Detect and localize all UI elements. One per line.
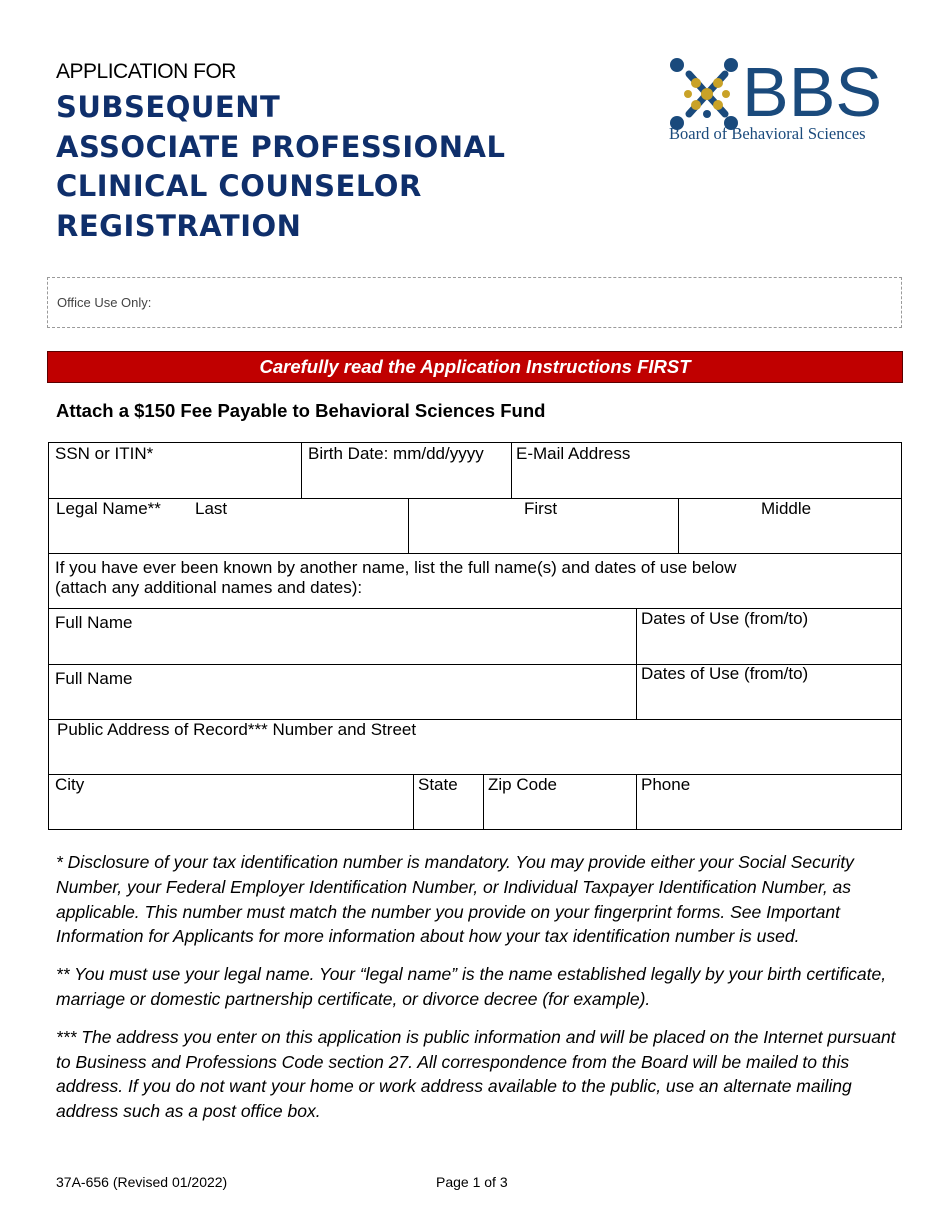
instructions-banner: Carefully read the Application Instructions FIRST [47, 351, 903, 383]
molecule-icon [670, 58, 738, 130]
title-line-2: ASSOCIATE PROFESSIONAL [56, 129, 506, 164]
footnote-legal-name: ** You must use your legal name. Your “legal name” is the name established legally by your birth certificate, marriage or domestic partnership certificate, or divorce decree (for example). [56, 964, 887, 1009]
form-title [56, 88, 505, 246]
office-use-label: Office Use Only: [57, 295, 152, 310]
last-name-field[interactable]: Last [195, 499, 228, 518]
title-line-1: SUBSEQUENT [56, 90, 281, 124]
office-use-box [47, 277, 902, 328]
page-number: Page 1 of 3 [436, 1174, 508, 1190]
ssn-field[interactable]: SSN or ITIN* [55, 444, 154, 463]
other-names-instruction [55, 558, 736, 598]
fee-instruction: Attach a $150 Fee Payable to Behavioral Sciences Fund [56, 400, 546, 421]
first-name-field[interactable]: First [524, 499, 558, 518]
city-field[interactable]: City [55, 775, 85, 794]
address-field[interactable]: Public Address of Record*** Number and Street [57, 720, 417, 739]
dates-of-use-field-1[interactable]: Dates of Use (from/to) [641, 609, 809, 628]
legal-name-label: Legal Name** [56, 499, 161, 518]
application-for-label: APPLICATION FOR [56, 60, 236, 83]
dates-of-use-field-2[interactable]: Dates of Use (from/to) [641, 664, 809, 683]
middle-name-field[interactable]: Middle [761, 499, 812, 518]
footnotes [56, 850, 906, 1137]
footnote-tax-id: * Disclosure of your tax identification number is mandatory. You may provide either your Social Security Number, your Federal Employer Identification Number, or Individual Taxpayer Identification Number, as applicable. This number must match the number you provide on your fingerprint forms. See Important Information for Applicants for more information about how your tax identification number is used. [56, 852, 854, 947]
applicant-info-form [48, 442, 902, 830]
title-line-4: REGISTRATION [56, 208, 302, 243]
phone-field[interactable]: Phone [641, 775, 691, 794]
zip-code-field[interactable]: Zip Code [488, 775, 557, 794]
title-line-3: CLINICAL COUNSELOR [56, 169, 422, 203]
form-number: 37A-656 (Revised 01/2022) [56, 1174, 228, 1190]
logo-subtitle: Board of Behavioral Sciences [669, 124, 866, 143]
other-names-line-2: (attach any additional names and dates): [55, 578, 363, 597]
full-name-field-2[interactable]: Full Name [55, 669, 133, 688]
logo-wordmark: BBS [742, 53, 883, 131]
email-field[interactable]: E-Mail Address [516, 444, 631, 463]
state-field[interactable]: State [418, 775, 458, 794]
footnote-address: *** The address you enter on this application is public information and will be placed on the Internet pursuant to Business and Professions Code section 27. All correspondence from the Board will be mailed to this address. If you do not want your home or work address available to the public, use an alternate mailing address such as a post office box. [56, 1026, 896, 1122]
other-names-line-1: If you have ever been known by another name, list the full name(s) and dates of use below [55, 558, 737, 577]
full-name-field-1[interactable]: Full Name [55, 613, 133, 632]
birth-date-field[interactable]: Birth Date: mm/dd/yyyy [308, 444, 484, 463]
